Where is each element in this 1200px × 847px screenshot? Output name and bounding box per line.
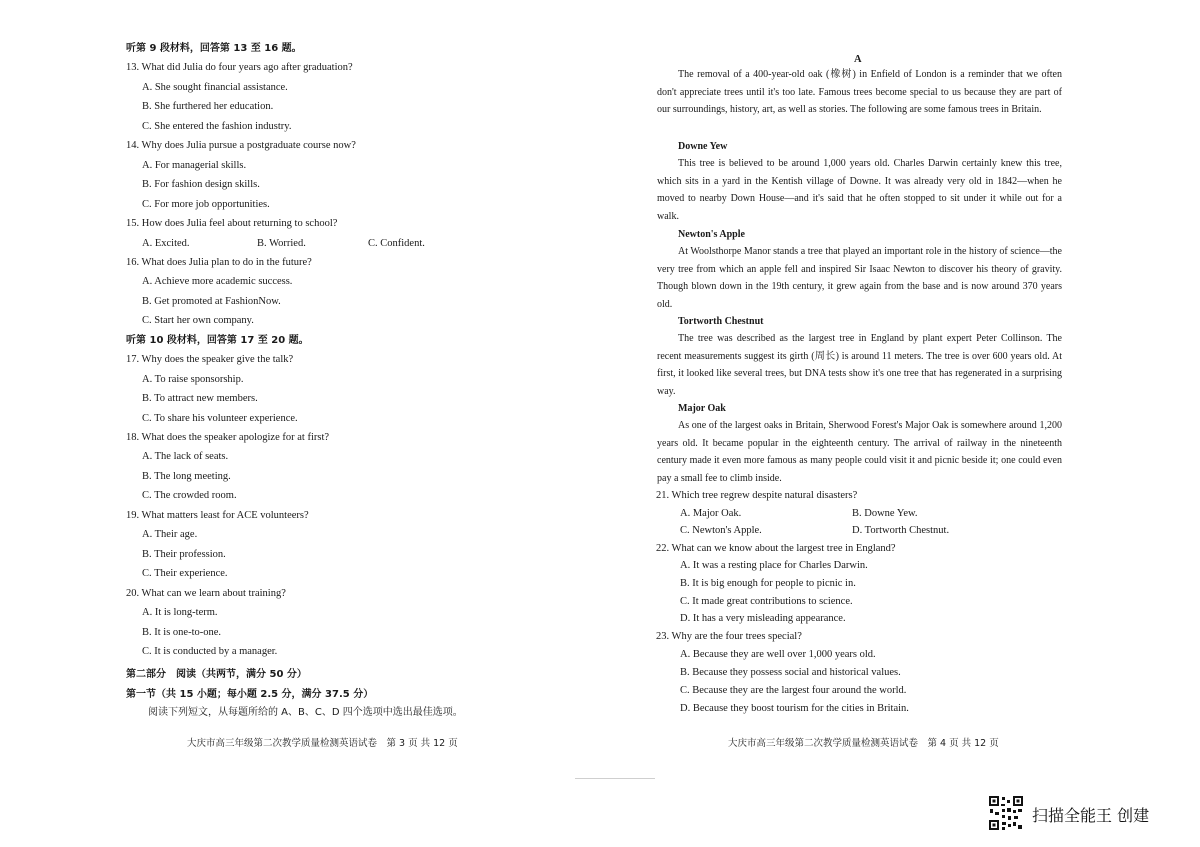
q22-option-d: D. It has a very misleading appearance. <box>680 613 846 624</box>
q21-option-c: C. Newton's Apple. <box>680 525 762 536</box>
question-21: 21. Which tree regrew despite natural disasters? <box>656 490 858 501</box>
q23-option-c: C. Because they are the largest four around the world. <box>680 685 907 696</box>
question-stem: 15. How does Julia feel about returning to school? <box>126 218 338 230</box>
tree-heading-tortworth-chestnut: Tortworth Chestnut <box>678 316 764 327</box>
answer-option: C. The crowded room. <box>142 490 237 502</box>
tree-paragraph-major-oak: As one of the largest oaks in Britain, Sherwood Forest's Major Oak is somewhere around 1,200 years old. It became popular in the eighteenth century. The arrival of railway in the nineteenth century made it even more famous as many people could visit it and picnic beside it; one could even pay a small fee to climb inside. <box>657 420 1062 484</box>
question-stem: 19. What matters least for ACE volunteers? <box>126 509 309 521</box>
question-stem: 20. What can we learn about training? <box>126 587 286 599</box>
tree-heading-newtons-apple: Newton's Apple <box>678 229 745 240</box>
page-footer-left: 大庆市高三年级第二次教学质量检测英语试卷 第 3 页 共 12 页 <box>187 738 458 749</box>
tree-paragraph-downe-yew: This tree is believed to be around 1,000 years old. Charles Darwin certainly knew this tree, which sits in a yard in the Kentish village of Downe. It was already very old in 1842—when he moved to nearby Down House—and it's said that he often stopped to sit under it while out for a walk. <box>657 158 1062 222</box>
section-one-heading: 第一节（共 15 小题；每小题 2.5 分，满分 37.5 分） <box>126 689 374 700</box>
answer-option: A. It is long-term. <box>142 607 218 619</box>
watermark-text: 扫描全能王 创建 <box>1032 806 1150 825</box>
question-stem: 18. What does the speaker apologize for at first? <box>126 432 330 443</box>
answer-option: C. For more job opportunities. <box>142 198 270 210</box>
question-stem: 16. What does Julia plan to do in the future? <box>126 256 312 268</box>
tree-paragraph-tortworth-chestnut: The tree was described as the largest tree in England by plant expert Peter Collinson. The recent measurements suggest its girth (周长) is around 11 meters. The tree is over 600 years old. At first, it looked like several trees, but DNA tests show it's one tree that has regenerated in a surprising way. <box>657 333 1062 397</box>
intro-paragraph <box>657 66 1062 119</box>
question-stem: 14. Why does Julia pursue a postgraduate course now? <box>126 140 356 152</box>
answer-option: B. Get promoted at FashionNow. <box>142 295 281 307</box>
answer-option: B. It is one-to-one. <box>142 626 222 638</box>
answer-option: A. For managerial skills. <box>142 159 247 171</box>
scanner-watermark <box>988 795 1188 831</box>
reading-instruction: 阅读下列短文，从每题所给的 A、B、C、D 四个选项中选出最佳选项。 <box>148 707 463 718</box>
q23-option-b: B. Because they possess social and historical values. <box>680 667 901 678</box>
answer-option: C. She entered the fashion industry. <box>142 120 292 132</box>
section-instruction: 听第 9 段材料，回答第 13 至 16 题。 <box>126 43 302 54</box>
answer-option: A. To raise sponsorship. <box>142 373 244 385</box>
q15-option-a: A. Excited. <box>142 237 190 249</box>
section-label: A <box>854 54 862 65</box>
answer-option: B. She furthered her education. <box>142 101 274 113</box>
page-footer-right: 大庆市高三年级第二次教学质量检测英语试卷 第 4 页 共 12 页 <box>728 738 999 749</box>
answer-option: B. The long meeting. <box>142 470 231 482</box>
answer-option: C. Their experience. <box>142 568 228 580</box>
page-divider <box>575 778 655 779</box>
right-page <box>600 0 1200 847</box>
answer-option: C. It is conducted by a manager. <box>142 645 278 657</box>
q21-option-a: A. Major Oak. <box>680 508 742 519</box>
q15-option-b: B. Worried. <box>257 237 306 249</box>
tree-heading-major-oak: Major Oak <box>678 403 726 414</box>
answer-option: A. She sought financial assistance. <box>142 81 288 93</box>
answer-option: A. The lack of seats. <box>142 451 229 463</box>
answer-option: C. Start her own company. <box>142 315 254 327</box>
intro-text: The removal of a 400-year-old oak (橡树) in Enfield of London is a reminder that we often don't appreciate trees until it's too late. Famous trees become special to us because they are part of our surroundings, history, art, as well as stories. The following are some famous trees in Britain. <box>657 69 1062 115</box>
tree-heading-downe-yew: Downe Yew <box>678 141 728 152</box>
q21-option-d: D. Tortworth Chestnut. <box>852 525 950 536</box>
question-stem: 13. What did Julia do four years ago after graduation? <box>126 62 353 74</box>
answer-option: A. Their age. <box>142 529 198 541</box>
answer-option: A. Achieve more academic success. <box>142 276 293 288</box>
answer-option: B. To attract new members. <box>142 393 258 405</box>
q15-option-c: C. Confident. <box>368 237 425 249</box>
q22-option-c: C. It made great contributions to science. <box>680 596 853 607</box>
answer-option: B. Their profession. <box>142 548 226 560</box>
question-22: 22. What can we know about the largest tree in England? <box>656 543 896 554</box>
tree-paragraph-newtons-apple: At Woolsthorpe Manor stands a tree that played an important role in the history of science—the very tree from which an apple fell and inspired Sir Isaac Newton to discover his theory of gravity. Though blown down in the 19th century, it grew again from the base and is now around 370 years old. <box>657 246 1062 310</box>
answer-option: B. For fashion design skills. <box>142 179 260 191</box>
answer-option: C. To share his volunteer experience. <box>142 412 298 424</box>
q22-option-a: A. It was a resting place for Charles Darwin. <box>680 560 868 571</box>
section-instruction: 听第 10 段材料，回答第 17 至 20 题。 <box>126 334 309 346</box>
qr-code-icon <box>988 795 1024 831</box>
q21-option-b: B. Downe Yew. <box>852 508 918 519</box>
q23-option-d: D. Because they boost tourism for the cities in Britain. <box>680 703 909 714</box>
q23-option-a: A. Because they are well over 1,000 years old. <box>680 649 876 660</box>
q22-option-b: B. It is big enough for people to picnic in. <box>680 578 856 589</box>
part-two-heading: 第二部分 阅读（共两节，满分 50 分） <box>126 669 307 680</box>
question-23: 23. Why are the four trees special? <box>656 631 802 642</box>
question-stem: 17. Why does the speaker give the talk? <box>126 354 294 366</box>
